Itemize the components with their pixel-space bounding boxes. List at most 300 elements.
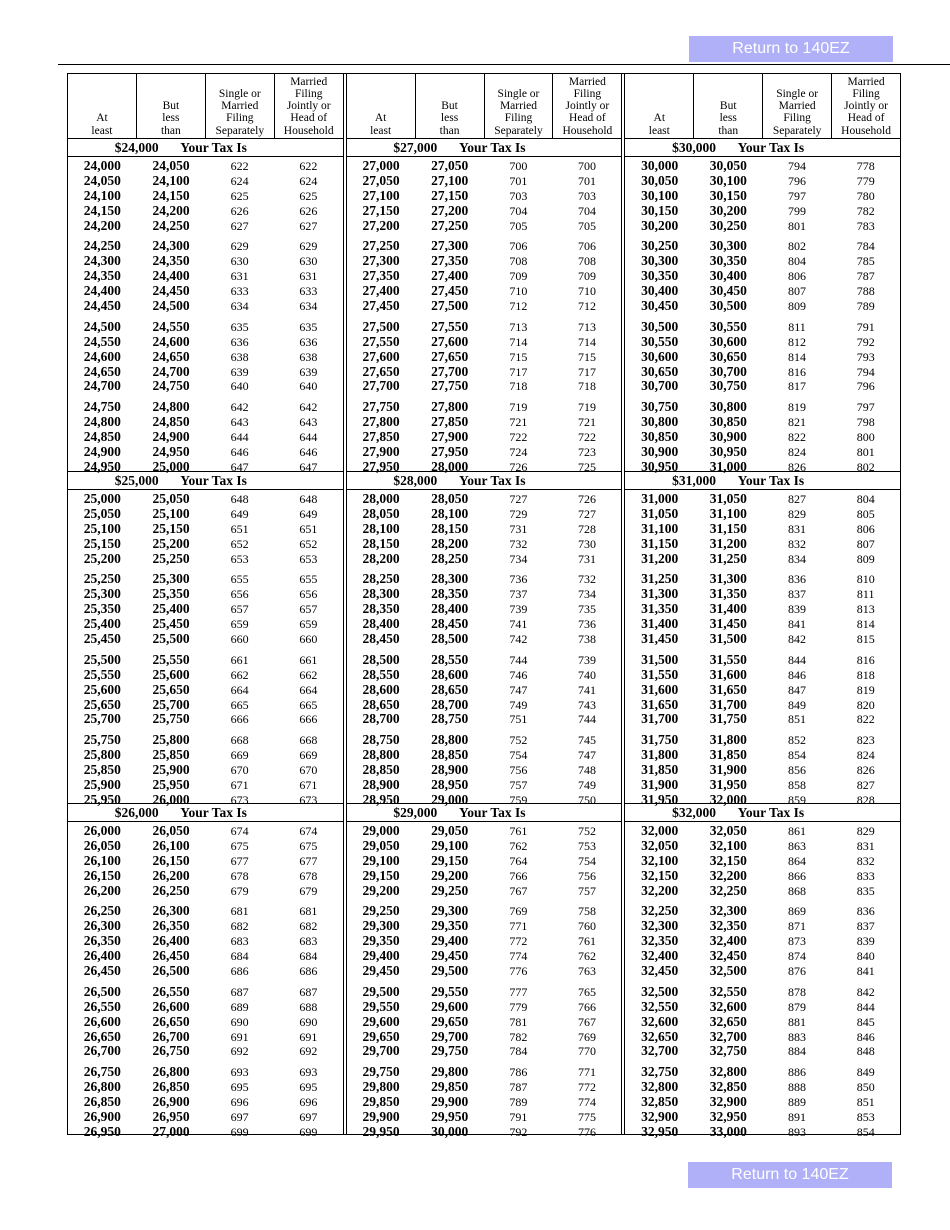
income-section — [347, 803, 622, 1139]
single-tax-cell: 851 — [788, 712, 807, 727]
married-tax-cell: 760 — [578, 919, 597, 934]
married-tax-cell: 629 — [299, 239, 318, 254]
married-tax-cell: 804 — [856, 492, 875, 506]
table-row — [625, 537, 900, 552]
at-least-cell: 31,800 — [641, 747, 679, 763]
at-least-cell: 30,450 — [641, 298, 679, 314]
married-tax-cell: 806 — [856, 521, 875, 536]
at-least-cell: 27,550 — [362, 333, 400, 349]
single-tax-cell: 767 — [509, 883, 528, 898]
but-less-than-cell: 27,100 — [431, 172, 469, 188]
but-less-than-cell: 27,550 — [431, 318, 469, 334]
at-least-cell: 31,250 — [641, 571, 679, 587]
married-tax-cell: 723 — [578, 445, 597, 460]
single-tax-cell: 884 — [788, 1044, 807, 1059]
single-tax-cell: 736 — [509, 572, 528, 587]
at-least-cell: 29,950 — [362, 1123, 400, 1139]
single-tax-cell: 762 — [509, 838, 528, 853]
table-row — [68, 763, 343, 778]
single-tax-cell: 878 — [788, 984, 807, 999]
table-row — [68, 748, 343, 763]
married-tax-cell: 816 — [856, 652, 875, 667]
married-tax-cell: 800 — [856, 430, 875, 445]
table-row — [625, 683, 900, 698]
row-group — [347, 400, 622, 474]
married-tax-cell: 809 — [856, 551, 875, 566]
at-least-cell: 32,450 — [641, 963, 679, 979]
at-least-cell: 32,000 — [641, 823, 679, 838]
table-row — [625, 1015, 900, 1030]
married-tax-cell: 736 — [578, 617, 597, 632]
but-less-than-cell: 25,050 — [152, 491, 190, 506]
married-tax-cell: 666 — [299, 712, 318, 727]
row-group — [625, 320, 900, 394]
but-less-than-cell: 27,700 — [431, 363, 469, 379]
at-least-cell: 28,350 — [362, 601, 400, 617]
at-least-cell: 27,250 — [362, 238, 400, 254]
married-tax-cell: 802 — [856, 459, 875, 474]
but-less-than-cell: 28,250 — [431, 550, 469, 566]
table-row — [68, 919, 343, 934]
but-less-than-cell: 29,450 — [431, 948, 469, 964]
at-least-cell: 31,650 — [641, 696, 679, 712]
table-row — [625, 763, 900, 778]
row-group — [347, 653, 622, 727]
your-tax-is-label: Your Tax Is — [180, 804, 247, 820]
section-income-label: $24,000 — [114, 139, 159, 155]
married-tax-cell: 681 — [299, 904, 318, 919]
but-less-than-cell: 30,600 — [709, 333, 747, 349]
at-least-cell: 25,150 — [83, 535, 121, 551]
single-tax-cell: 802 — [788, 239, 807, 254]
married-tax-cell: 664 — [299, 682, 318, 697]
header-single: Single or Married Filing Separately — [763, 74, 832, 138]
but-less-than-cell: 29,350 — [431, 918, 469, 934]
section-title — [625, 139, 900, 157]
table-row — [68, 934, 343, 949]
at-least-cell: 28,650 — [362, 696, 400, 712]
married-tax-cell: 648 — [299, 492, 318, 506]
at-least-cell: 31,700 — [641, 711, 679, 727]
married-tax-cell: 727 — [578, 506, 597, 521]
table-column-group — [625, 74, 900, 1139]
single-tax-cell: 631 — [230, 269, 249, 284]
row-group — [68, 400, 343, 474]
married-tax-cell: 699 — [299, 1124, 318, 1139]
at-least-cell: 24,350 — [83, 268, 121, 284]
at-least-cell: 32,300 — [641, 918, 679, 934]
married-tax-cell: 740 — [578, 667, 597, 682]
married-tax-cell: 763 — [578, 964, 597, 979]
at-least-cell: 28,250 — [362, 571, 400, 587]
at-least-cell: 31,750 — [641, 732, 679, 748]
at-least-cell: 25,550 — [83, 666, 121, 682]
table-row — [347, 189, 622, 204]
table-row — [347, 733, 622, 748]
table-row — [68, 1095, 343, 1110]
but-less-than-cell: 31,250 — [709, 550, 747, 566]
at-least-cell: 32,500 — [641, 983, 679, 999]
table-row — [68, 778, 343, 793]
at-least-cell: 30,300 — [641, 253, 679, 269]
table-row — [68, 964, 343, 979]
single-tax-cell: 771 — [509, 919, 528, 934]
but-less-than-cell: 25,800 — [152, 732, 190, 748]
row-group — [347, 1065, 622, 1139]
at-least-cell: 29,150 — [362, 867, 400, 883]
but-less-than-cell: 24,200 — [152, 202, 190, 218]
married-tax-cell: 718 — [578, 379, 597, 394]
your-tax-is-label: Your Tax Is — [737, 472, 805, 488]
but-less-than-cell: 28,150 — [431, 520, 469, 536]
at-least-cell: 27,850 — [362, 429, 400, 445]
but-less-than-cell: 24,600 — [152, 333, 190, 349]
married-tax-cell: 850 — [856, 1080, 875, 1095]
header-at-least: At least — [68, 74, 137, 138]
married-tax-cell: 633 — [299, 284, 318, 299]
single-tax-cell: 668 — [230, 733, 249, 748]
table-row — [68, 884, 343, 899]
at-least-cell: 31,000 — [641, 491, 679, 506]
table-row — [347, 284, 622, 299]
table-row — [347, 748, 622, 763]
at-least-cell: 29,300 — [362, 918, 400, 934]
row-group — [68, 733, 343, 807]
married-tax-cell: 788 — [856, 284, 875, 299]
married-tax-cell: 739 — [578, 652, 597, 667]
married-tax-cell: 769 — [578, 1029, 597, 1044]
at-least-cell: 29,350 — [362, 933, 400, 949]
but-less-than-cell: 25,250 — [152, 550, 190, 566]
but-less-than-cell: 29,400 — [431, 933, 469, 949]
but-less-than-cell: 32,100 — [709, 837, 747, 853]
section-income-label: $32,000 — [672, 804, 716, 820]
single-tax-cell: 686 — [230, 964, 249, 979]
single-tax-cell: 871 — [788, 919, 807, 934]
but-less-than-cell: 31,650 — [709, 681, 747, 697]
your-tax-is-label: Your Tax Is — [737, 804, 805, 820]
return-to-140ez-button-bottom[interactable]: Return to 140EZ — [688, 1162, 892, 1188]
header-single: Single or Married Filing Separately — [206, 74, 275, 138]
single-tax-cell: 827 — [788, 492, 807, 506]
but-less-than-cell: 30,900 — [709, 429, 747, 445]
at-least-cell: 27,000 — [362, 158, 400, 173]
but-less-than-cell: 25,200 — [152, 535, 190, 551]
at-least-cell: 32,550 — [641, 998, 679, 1014]
but-less-than-cell: 31,550 — [709, 651, 747, 667]
table-row — [625, 839, 900, 854]
but-less-than-cell: 28,200 — [431, 535, 469, 551]
table-row — [68, 254, 343, 269]
married-tax-cell: 841 — [856, 964, 875, 979]
but-less-than-cell: 24,650 — [152, 348, 190, 364]
at-least-cell: 26,350 — [83, 933, 121, 949]
table-row — [625, 1030, 900, 1045]
but-less-than-cell: 31,700 — [709, 696, 747, 712]
but-less-than-cell: 26,950 — [152, 1109, 190, 1125]
at-least-cell: 30,200 — [641, 217, 679, 233]
married-tax-cell: 782 — [856, 203, 875, 218]
table-row — [347, 919, 622, 934]
married-tax-cell: 722 — [578, 430, 597, 445]
but-less-than-cell: 29,600 — [431, 998, 469, 1014]
married-tax-cell: 770 — [578, 1044, 597, 1059]
table-row — [347, 1044, 622, 1059]
row-group — [68, 653, 343, 727]
table-row — [68, 668, 343, 683]
but-less-than-cell: 29,150 — [431, 852, 469, 868]
married-tax-cell: 690 — [299, 1014, 318, 1029]
table-row — [68, 698, 343, 713]
table-row — [347, 824, 622, 839]
married-tax-cell: 824 — [856, 748, 875, 763]
married-tax-cell: 677 — [299, 853, 318, 868]
row-group — [68, 320, 343, 394]
single-tax-cell: 732 — [509, 536, 528, 551]
at-least-cell: 27,200 — [362, 217, 400, 233]
married-tax-cell: 705 — [578, 218, 597, 233]
at-least-cell: 30,750 — [641, 399, 679, 415]
but-less-than-cell: 28,650 — [431, 681, 469, 697]
married-tax-cell: 734 — [578, 587, 597, 602]
table-row — [68, 445, 343, 460]
but-less-than-cell: 24,900 — [152, 429, 190, 445]
header-married: Married Filing Jointly or Head of Household — [562, 75, 613, 137]
single-tax-cell: 796 — [788, 173, 807, 188]
but-less-than-cell: 29,100 — [431, 837, 469, 853]
married-tax-cell: 644 — [299, 430, 318, 445]
table-row — [68, 1044, 343, 1059]
but-less-than-cell: 26,550 — [152, 983, 190, 999]
married-tax-cell: 756 — [578, 868, 597, 883]
at-least-cell: 24,700 — [83, 378, 121, 394]
at-least-cell: 30,850 — [641, 429, 679, 445]
single-tax-cell: 742 — [509, 632, 528, 647]
at-least-cell: 24,050 — [83, 172, 121, 188]
married-tax-cell: 725 — [578, 459, 597, 474]
table-row — [347, 522, 622, 537]
table-row — [625, 365, 900, 380]
at-least-cell: 29,250 — [362, 903, 400, 919]
but-less-than-cell: 25,900 — [152, 762, 190, 778]
table-row — [625, 552, 900, 567]
at-least-cell: 30,650 — [641, 363, 679, 379]
married-tax-cell: 839 — [856, 934, 875, 949]
married-tax-cell: 814 — [856, 617, 875, 632]
at-least-cell: 31,050 — [641, 505, 679, 521]
but-less-than-cell: 25,850 — [152, 747, 190, 763]
but-less-than-cell: 28,950 — [431, 777, 469, 793]
table-row — [625, 269, 900, 284]
but-less-than-cell: 31,500 — [709, 631, 747, 647]
married-tax-cell: 730 — [578, 536, 597, 551]
at-least-cell: 24,950 — [83, 458, 121, 474]
table-row — [625, 632, 900, 647]
married-tax-cell: 787 — [856, 269, 875, 284]
table-row — [625, 1110, 900, 1125]
at-least-cell: 31,850 — [641, 762, 679, 778]
but-less-than-cell: 29,500 — [431, 963, 469, 979]
single-tax-cell: 822 — [788, 430, 807, 445]
single-tax-cell: 757 — [509, 778, 528, 793]
at-least-cell: 29,850 — [362, 1094, 400, 1110]
row-group — [68, 904, 343, 978]
at-least-cell: 30,950 — [641, 458, 679, 474]
but-less-than-cell: 32,900 — [709, 1094, 747, 1110]
married-tax-cell: 797 — [856, 400, 875, 415]
married-tax-cell: 793 — [856, 349, 875, 364]
single-tax-cell: 705 — [509, 218, 528, 233]
table-row — [347, 335, 622, 350]
your-tax-is-label: Your Tax Is — [180, 472, 247, 488]
table-row — [625, 174, 900, 189]
table-row — [68, 839, 343, 854]
at-least-cell: 29,200 — [362, 882, 400, 898]
table-row — [347, 350, 622, 365]
row-group — [625, 824, 900, 898]
at-least-cell: 26,950 — [83, 1123, 121, 1139]
married-tax-cell: 845 — [856, 1014, 875, 1029]
table-row — [625, 492, 900, 507]
single-tax-cell: 729 — [509, 506, 528, 521]
table-row — [68, 335, 343, 350]
but-less-than-cell: 25,650 — [152, 681, 190, 697]
single-tax-cell: 722 — [509, 430, 528, 445]
married-tax-cell: 801 — [856, 445, 875, 460]
row-group — [625, 904, 900, 978]
but-less-than-cell: 25,500 — [152, 631, 190, 647]
but-less-than-cell: 30,650 — [709, 348, 747, 364]
row-group — [625, 572, 900, 646]
married-tax-cell: 775 — [578, 1110, 597, 1125]
table-row — [68, 683, 343, 698]
at-least-cell: 25,050 — [83, 505, 121, 521]
single-tax-cell: 759 — [509, 792, 528, 807]
table-row — [347, 949, 622, 964]
married-tax-cell: 827 — [856, 778, 875, 793]
but-less-than-cell: 32,200 — [709, 867, 747, 883]
single-tax-cell: 836 — [788, 572, 807, 587]
married-tax-cell: 706 — [578, 239, 597, 254]
at-least-cell: 26,650 — [83, 1028, 121, 1044]
single-tax-cell: 786 — [509, 1065, 528, 1080]
single-tax-cell: 734 — [509, 551, 528, 566]
but-less-than-cell: 27,600 — [431, 333, 469, 349]
row-group — [347, 985, 622, 1059]
single-tax-cell: 797 — [788, 188, 807, 203]
single-tax-cell: 675 — [230, 838, 249, 853]
at-least-cell: 24,850 — [83, 429, 121, 445]
married-tax-cell: 762 — [578, 949, 597, 964]
married-tax-cell: 743 — [578, 697, 597, 712]
table-row — [68, 365, 343, 380]
single-tax-cell: 627 — [230, 218, 249, 233]
return-to-140ez-button-top[interactable]: Return to 140EZ — [689, 36, 893, 62]
but-less-than-cell: 31,050 — [709, 491, 747, 506]
single-tax-cell: 644 — [230, 430, 249, 445]
row-group — [625, 159, 900, 233]
section-title — [625, 472, 900, 490]
married-tax-cell: 630 — [299, 254, 318, 269]
but-less-than-cell: 30,800 — [709, 399, 747, 415]
single-tax-cell: 661 — [230, 652, 249, 667]
single-tax-cell: 656 — [230, 587, 249, 602]
single-tax-cell: 886 — [788, 1065, 807, 1080]
single-tax-cell: 804 — [788, 254, 807, 269]
married-tax-cell: 811 — [856, 587, 875, 602]
at-least-cell: 27,900 — [362, 444, 400, 460]
at-least-cell: 31,450 — [641, 631, 679, 647]
married-tax-cell: 784 — [856, 239, 875, 254]
married-tax-cell: 749 — [578, 778, 597, 793]
but-less-than-cell: 30,250 — [709, 217, 747, 233]
married-tax-cell: 684 — [299, 949, 318, 964]
table-row — [347, 445, 622, 460]
married-tax-cell: 671 — [299, 778, 318, 793]
table-row — [625, 733, 900, 748]
table-row — [625, 204, 900, 219]
table-row — [347, 159, 622, 174]
section-title — [68, 804, 343, 822]
table-row — [68, 869, 343, 884]
married-tax-cell: 820 — [856, 697, 875, 712]
at-least-cell: 27,950 — [362, 458, 400, 474]
table-row — [625, 602, 900, 617]
at-least-cell: 25,100 — [83, 520, 121, 536]
married-tax-cell: 721 — [578, 415, 597, 430]
but-less-than-cell: 30,300 — [709, 238, 747, 254]
but-less-than-cell: 24,150 — [152, 187, 190, 203]
married-tax-cell: 709 — [578, 269, 597, 284]
married-tax-cell: 669 — [299, 748, 318, 763]
at-least-cell: 24,250 — [83, 238, 121, 254]
at-least-cell: 25,850 — [83, 762, 121, 778]
header-but-less-than: But less than — [137, 74, 206, 138]
at-least-cell: 27,800 — [362, 414, 400, 430]
at-least-cell: 28,850 — [362, 762, 400, 778]
table-row — [347, 587, 622, 602]
at-least-cell: 25,700 — [83, 711, 121, 727]
at-least-cell: 24,800 — [83, 414, 121, 430]
single-tax-cell: 772 — [509, 934, 528, 949]
at-least-cell: 26,150 — [83, 867, 121, 883]
but-less-than-cell: 32,250 — [709, 882, 747, 898]
but-less-than-cell: 24,950 — [152, 444, 190, 460]
single-tax-cell: 761 — [509, 824, 528, 838]
married-tax-cell: 837 — [856, 919, 875, 934]
married-tax-cell: 758 — [578, 904, 597, 919]
at-least-cell: 29,900 — [362, 1109, 400, 1125]
at-least-cell: 27,750 — [362, 399, 400, 415]
row-group — [347, 320, 622, 394]
at-least-cell: 31,400 — [641, 616, 679, 632]
but-less-than-cell: 26,450 — [152, 948, 190, 964]
married-tax-cell: 708 — [578, 254, 597, 269]
single-tax-cell: 679 — [230, 883, 249, 898]
at-least-cell: 32,850 — [641, 1094, 679, 1110]
single-tax-cell: 777 — [509, 984, 528, 999]
married-tax-cell: 738 — [578, 632, 597, 647]
at-least-cell: 28,200 — [362, 550, 400, 566]
at-least-cell: 25,450 — [83, 631, 121, 647]
table-row — [625, 284, 900, 299]
married-tax-cell: 668 — [299, 733, 318, 748]
at-least-cell: 28,700 — [362, 711, 400, 727]
table-row — [625, 572, 900, 587]
but-less-than-cell: 29,700 — [431, 1028, 469, 1044]
at-least-cell: 29,800 — [362, 1079, 400, 1095]
married-tax-cell: 674 — [299, 824, 318, 838]
